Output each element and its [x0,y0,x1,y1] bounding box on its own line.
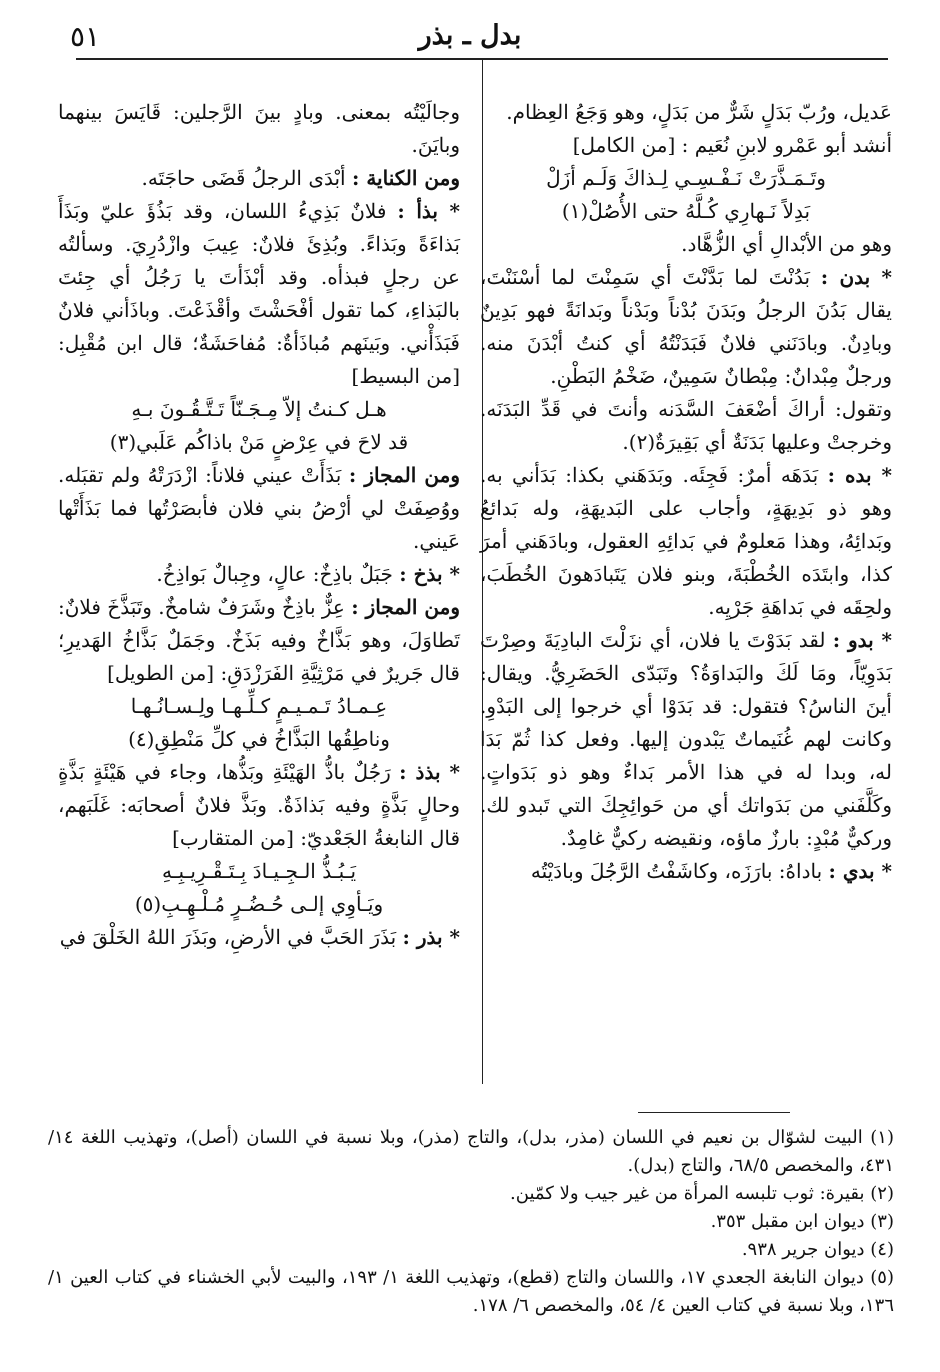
entry-text: أبْدَى الرجلُ قَضَى حاجَتَه. [141,166,352,190]
footnote-rule [638,1112,790,1113]
entry-headword: * بدن : [820,265,892,289]
entry-text: عِزٌّ باذِخٌ وشَرَفٌ شامخٌ. وتَبَذَّخَ فلانٌ: تَطاوَلَ، وهو بَذَّاخٌ وفيه بَذَخٌ. وجَمَلٌ بَذَّاخُ الهَديرِ؛ قال جَريرٌ في مَرْثِيَّةِ الفَرَزْدَقِ: [من الطويل] [58,595,460,685]
dictionary-entry [480,855,892,888]
entry-text: رَجُلٌ باذُّ الهَيْئَةِ وبَذُّها، وجاء في هَيْئَةٍ بَذَّةٍ وحالٍ بَذَّةٍ وفيه بَذاذَةٌ. وبَذَّ فلانٌ أصحابَه: غَلَبَهم، قال النابغةُ الجَعْديّ: [من المتقارب] [58,760,460,850]
paragraph: وتقول: أراكَ أضْعَفَ السَّدَنه وأنتَ في قَدِّ البَدَنَه. وخرجتْ وعليها بَدَنَةٌ أي بَقِيرَةٌ(٢). [480,397,892,454]
dictionary-entry [480,459,892,624]
paragraph: عَديل، ورُبّ بَدَلٍ شَرٌّ من بَدَلٍ، وهو وَجَعُ العِظام. [506,100,892,124]
entry-text: بَذَأَتْ عيني فلاناً: ازْدَرَتْهُ ولم تقبَله. ووُصِفَتْ لي أرْضُ بني فلان فأبصَرْتُها فما بَذَأَتْها عَيني. [58,463,460,553]
dictionary-entry [480,261,892,393]
entry-headword: * بدو : [832,628,892,652]
right-column [480,96,892,888]
entry-headword: ومن الكناية : [351,166,460,190]
entry-headword: ومن المجاز : [348,463,460,487]
running-header [60,20,880,60]
page-number: ٥١ [70,20,101,53]
verse-line: بَدِلاً نَـهارِي كُـلَّهُ حتى الأُصُلْ(١) [561,199,811,223]
footnotes [48,1124,894,1320]
verse-line: وتَـمَـذَّرَتْ نَـفْـسِـي لِـذاكَ وَلَـم أزَلْ [546,166,826,190]
entry-text: جَبَلٌ باذِخٌ: عالٍ، وجِبالٌ بَواذِخُ. [156,562,400,586]
footnote: (٤) ديوان جرير ٩٣٨. [741,1239,894,1260]
dictionary-entry [58,756,460,855]
entry-text: بَدَهَه أمرٌ: فَجِئَه. وبَدَهَني بكذا: بَدَأني به. وهو ذو بَدِيهَةٍ، وأجاب على البَديهَةِ، وله بَدائعُ وبَدائِهُ، وهذا مَعلومٌ في بَدائِهِ العقول، وبادَهَني أمرَ كذا، وابتَدَه الخُطْبَةَ، وبنو فلان يَتَبادَهونَ الخُطَبَ، ولحِقَه في بَداهَةِ جَرْيِه. [480,463,892,619]
verse-line: يَـبُـذُّ الـجِـيـادَ بِـتَـقْـرِيـبِـهِ [161,859,357,883]
footnote: (٥) ديوان النابغة الجعدي ١٧، واللسان والتاج (قطع)، وتهذيب اللغة ١/ ١٩٣، والبيت لأبي الخشناء في كتاب العين ١/ ١٣٦، وبلا نسبة في كتاب العين ٤/ ٥٤، والمخصص ٦/ ١٧٨. [48,1267,894,1316]
entry-text: فلانٌ بَذِيءُ اللسان، وقد بَذُؤَ عليّ وبَذَأَ بَذاءَةً وبَذاءً. وبُذِئَ فلانٌ: عِيبَ وازْدُرِيَ. وسألتُه عن رجلٍ فبذأه. وقد أبْذَأتَ يا رَجُلُ أي جِئتَ بالبَذاءِ، كما تقول أفْحَشْتَ وأقْذَعْتَ. وباذَأني فلانٌ فَبَذَأْني. وبَينَهم مُباذَأةٌ: مُفاحَشَةٌ؛ قال ابن مُقْبِل: [من البسيط] [58,199,460,388]
dictionary-entry [58,459,460,558]
footnote: (١) البيت لشوّال بن نعيم في اللسان (مذر، بدل)، والتاج (مذر)، وبلا نسبة في اللسان (أصل)، وتهذيب اللغة ١٤/ ٤٣١، والمخصص ٦٨/٥، والتاج (بدل). [48,1127,894,1176]
verse-line: قد لاحَ في عِرْضٍ مَنْ باذاكُم عَلَبي(٣) [109,430,409,454]
entry-headword: * بذأ : [397,199,461,223]
entry-headword: * بده : [827,463,892,487]
entry-headword: * بذذ : [399,760,460,784]
dictionary-entry [58,591,460,690]
verse-line: ويَـأوِي إلـى حُـضُـرٍ مُـلْـهِـبِ(٥) [134,892,384,916]
dictionary-entry [58,558,460,591]
entry-text: بَذَرَ الحَبَّ في الأرضِ، وبَذَرَ اللهُ الخَلْقَ في [59,925,403,949]
dictionary-entry [58,921,460,954]
left-column [58,96,460,954]
entry-text: باداهُ: بارَزَه، وكاشَفْتُ الرَّجُلَ وبادَيْتُه [530,859,829,883]
dictionary-entry [58,162,460,195]
entry-headword: * بذخ : [399,562,460,586]
paragraph: أنشد أبو عَمْرو لابنِ نُعَيم : [من الكامل] [572,133,892,157]
entry-text: لقد بَدَوْتَ يا فلان، أي نزَلْتَ البادِيَةَ وصِرْتَ بَدَوِيّاً، ومَا لَكَ والبَداوَةُ؟ وتَبَدّى الحَضَرِيُّ. ويقال: أينَ الناسُ؟ فتقول: قد بَدَوْا أي خرجوا إلى البَدْوِ. وكانت لهم غُنَيماتٌ يَبْدون إليها. وفعل كذا ثُمّ بَدَا له، وبدا له في هذا الأمر بَداءٌ وهو ذو بَدَواتٍ. وكَلَّفَني من بَدَواتك أي من حَوائِجِكَ التي تَبدو لك. وركيٌّ مُبْدٍ: بارزٌ ماؤه، ونقيضه ركيٌّ غامِدٌ. [480,628,892,850]
footnote: (٢) بقيرة: ثوب تلبسه المرأة من غير جيب ولا كمّين. [510,1183,894,1204]
verse-line: عِـمـادُ تَـمـيـمٍ كـلِّـهـا ولِـسـانُـهـا [130,694,388,718]
entry-headword: * بذر : [402,925,460,949]
paragraph: وجالَيْتُه بمعنى. وبادٍ بينَ الرَّجلين: قَايَسَ بينهما وبايَنَ. [58,100,460,157]
dictionary-entry [480,624,892,855]
verse-line: وناطِقُها البَذَّاخُ في كلِّ مَنْطِقِ(٤) [128,727,390,751]
entry-text: بَدُنْتَ لما بَدَّنْتَ أي سَمِنْتَ لما أسْنَنْتَ، يقال بَدُنَ الرجلُ وبَدَنَ بُدْناً وبَدْناً وبَدانَةً فهو بَدِينٌ وبادِنٌ. وبادَنَني فلانٌ فَبَدَنْتُهُ أي كنتُ أبْدَنَ منه. ورجلٌ مِبْدانٌ: مِبْطانٌ سَمِينٌ، ضَخْمُ البَطْنِ. [480,265,892,388]
verse-line: هـل كـنتُ إلاّ مِـجَـنّاً تَـتَّـقُـونَ بـهِ [131,397,387,421]
header-title: بدل ـ بذر [418,20,522,51]
paragraph: وهو من الأبْدالِ أي الزُّهَّاد. [681,232,892,256]
footnote: (٣) ديوان ابن مقبل ٣٥٣. [710,1211,894,1232]
dictionary-entry [58,195,460,393]
entry-headword: * بدي : [828,859,892,883]
entry-headword: ومن المجاز : [351,595,461,619]
